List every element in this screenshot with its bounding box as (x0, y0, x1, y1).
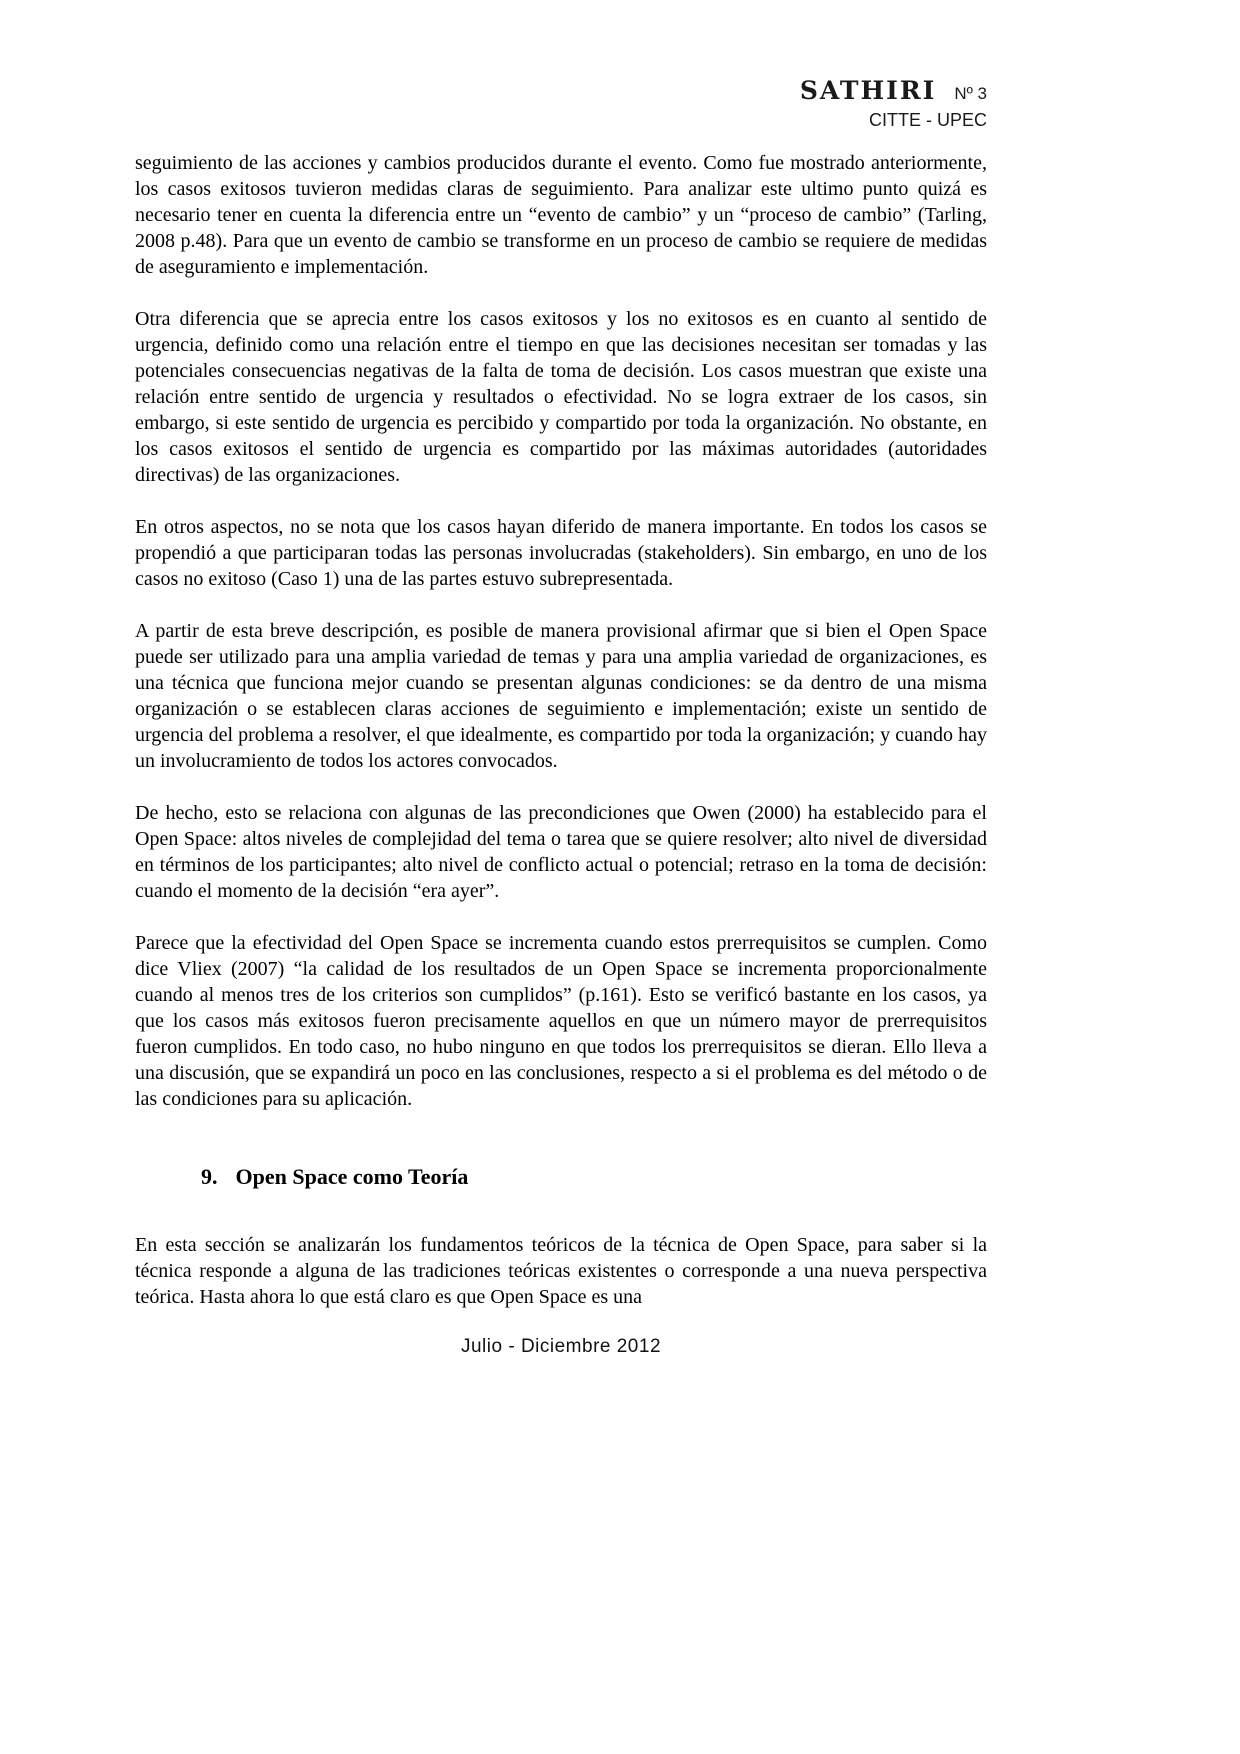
section-title: Open Space como Teoría (235, 1164, 469, 1189)
issue-number: Nº 3 (954, 84, 987, 103)
paragraph: De hecho, esto se relaciona con algunas de las precondiciones que Owen (2000) ha establecido para el Open Space: altos niveles de complejidad del tema o tarea que se quiere resolver; alto nivel de diversidad en términos de los participantes; alto nivel de conflicto actual o potencial; retraso en la toma de decisión: cuando el momento de la decisión “era ayer”. (135, 802, 987, 902)
section-number: 9. (201, 1164, 218, 1189)
footer-date: Julio - Diciembre 2012 (460, 1336, 662, 1357)
page-body (135, 150, 987, 1310)
paragraph: Parece que la efectividad del Open Space se incrementa cuando estos prerrequisitos se cumplen. Como dice Vliex (2007) “la calidad de los resultados de un Open Space se incrementa proporcionalmente cuando al menos tres de los criterios son cumplidos” (p.161). Esto se verificó bastante en los casos, ya que los casos más exitosos fueron precisamente aquellos en que un número mayor de prerrequisitos fueron cumplidos. En todo caso, no hubo ninguno en que todos los prerrequisitos se dieran. Ello lleva a una discusión, que se expandirá un poco en las conclusiones, respecto a si el problema es del método o de las condiciones para su aplicación. (135, 932, 987, 1110)
journal-title: SATHIRI (799, 76, 937, 105)
paragraph: Otra diferencia que se aprecia entre los casos exitosos y los no exitosos es en cuanto al sentido de urgencia, definido como una relación entre el tiempo en que las decisiones necesitan ser tomadas y las potenciales consecuencias negativas de la falta de toma de decisión. Los casos muestran que existe una relación entre sentido de urgencia y resultados o efectividad. No se logra extraer de los casos, sin embargo, si este sentido de urgencia es percibido y compartido por toda la organización. No obstante, en los casos exitosos el sentido de urgencia es compartido por las máximas autoridades (autoridades directivas) de las organizaciones. (135, 308, 987, 486)
paragraph: A partir de esta breve descripción, es posible de manera provisional afirmar que si bien el Open Space puede ser utilizado para una amplia variedad de temas y para una amplia variedad de organizaciones, es una técnica que funciona mejor cuando se presentan algunas condiciones: se da dentro de una misma organización o se establecen claras acciones de seguimiento e implementación; existe un sentido de urgencia del problema a resolver, el que idealmente, es compartido por toda la organización; y cuando hay un involucramiento de todos los actores convocados. (135, 620, 987, 772)
header-line (135, 78, 987, 108)
paragraph-continuation: seguimiento de las acciones y cambios producidos durante el evento. Como fue mostrado anteriormente, los casos exitosos tuvieron medidas claras de seguimiento. Para analizar este ultimo punto quizá es necesario tener en cuenta la diferencia entre un “evento de cambio” y un “proceso de cambio” (Tarling, 2008 p.48). Para que un evento de cambio se transforme en un proceso de cambio se requiere de medidas de aseguramiento e implementación. (135, 152, 987, 278)
paragraph: En otros aspectos, no se nota que los casos hayan diferido de manera importante. En todos los casos se propendió a que participaran todas las personas involucradas (stakeholders). Sin embargo, en uno de los casos no exitoso (Caso 1) una de las partes estuvo subrepresentada. (135, 516, 987, 590)
paragraph: En esta sección se analizarán los fundamentos teóricos de la técnica de Open Space, para saber si la técnica responde a alguna de las tradiciones teóricas existentes o corresponde a una nueva perspectiva teórica. Hasta ahora lo que está claro es que Open Space es una (135, 1234, 987, 1308)
section-heading (135, 1164, 987, 1190)
page-footer (135, 1336, 987, 1358)
content-column (135, 78, 987, 1358)
institution-name: CITTE - UPEC (868, 110, 987, 130)
page-header (135, 78, 987, 132)
